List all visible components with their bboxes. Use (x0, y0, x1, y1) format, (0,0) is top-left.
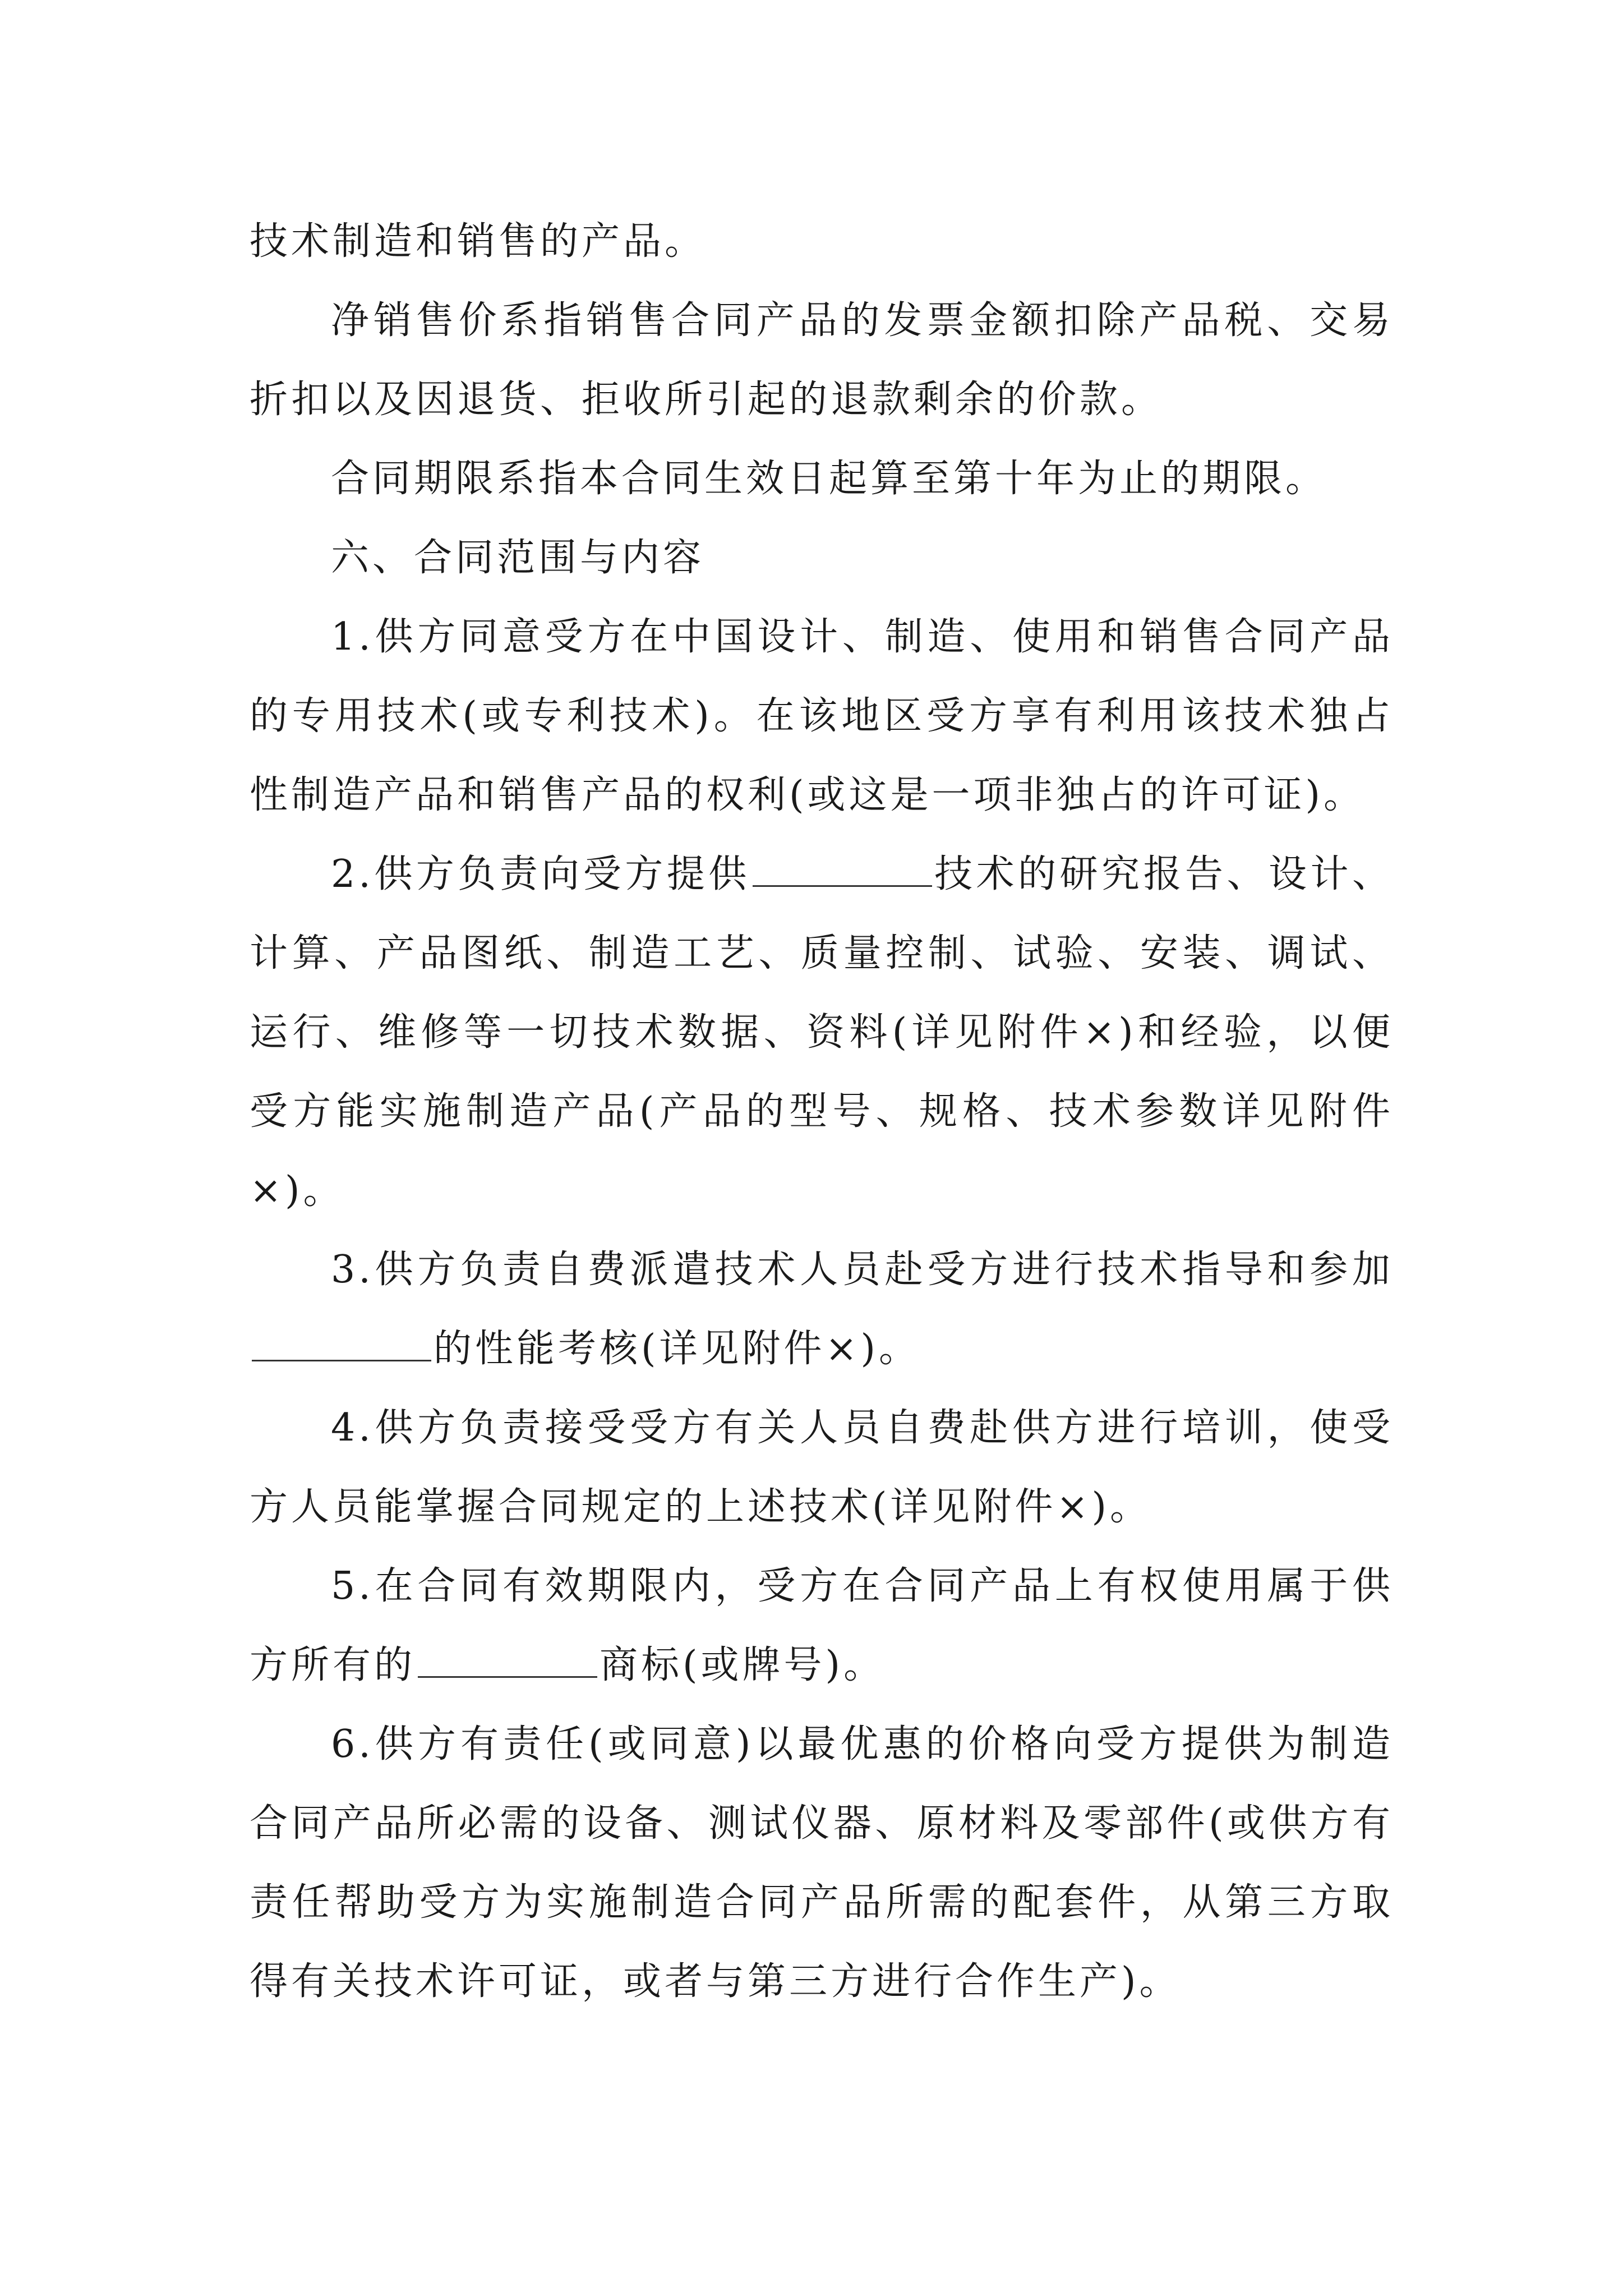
clause-2 (250, 835, 1394, 1230)
paragraph-product-definition: 技术制造和销售的产品。 (250, 219, 707, 264)
fill-in-blank (252, 1326, 431, 1361)
clause-4: 4.供方负责接受受方有关人员自费赴供方进行培训，使受方人员能掌握合同规定的上述技术(详见附件×)。 (250, 1406, 1394, 1529)
clause-1: 1.供方同意受方在中国设计、制造、使用和销售合同产品的专用技术(或专利技术)。在该地区受方享有利用该技术独占性制造产品和销售产品的权利(或这是一项非独占的许可证)。 (250, 615, 1394, 817)
clause-2-part-b: 技术的研究报告、设计、计算、产品图纸、制造工艺、质量控制、试验、安装、调试、运行、维修等一切技术数据、资料(详见附件×)和经验，以便受方能实施制造产品(产品的型号、规格、技术参数详见附件×)。 (250, 852, 1394, 1213)
fill-in-blank (753, 852, 932, 887)
paragraph-contract-term: 合同期限系指本合同生效日起算至第十年为止的期限。 (331, 457, 1327, 501)
document-body (250, 202, 1394, 2021)
clause-2-part-a: 2.供方负责向受方提供 (331, 852, 750, 896)
paragraph-net-sales-price: 净销售价系指销售合同产品的发票金额扣除产品税、交易折扣以及因退货、拒收所引起的退款剩余的价款。 (250, 298, 1394, 422)
fill-in-blank (418, 1642, 597, 1678)
clause-6: 6.供方有责任(或同意)以最优惠的价格向受方提供为制造合同产品所必需的设备、测试仪器、原材料及零部件(或供方有责任帮助受方为实施制造合同产品所需的配套件，从第三方取得有关技术许可证，或者与第三方进行合作生产)。 (250, 1722, 1394, 2004)
clause-5 (250, 1547, 1394, 1705)
clause-5-part-a: 5.在合同有效期限内，受方在合同产品上有权使用属于供方所有的 (250, 1564, 1394, 1687)
section-heading-scope: 六、合同范围与内容 (331, 536, 705, 580)
clause-3 (250, 1230, 1394, 1388)
clause-5-part-b: 商标(或牌号)。 (600, 1643, 886, 1687)
clause-3-part-b: 的性能考核(详见附件×)。 (434, 1327, 921, 1371)
clause-3-part-a: 3.供方负责自费派遣技术人员赴受方进行技术指导和参加 (331, 1248, 1394, 1292)
